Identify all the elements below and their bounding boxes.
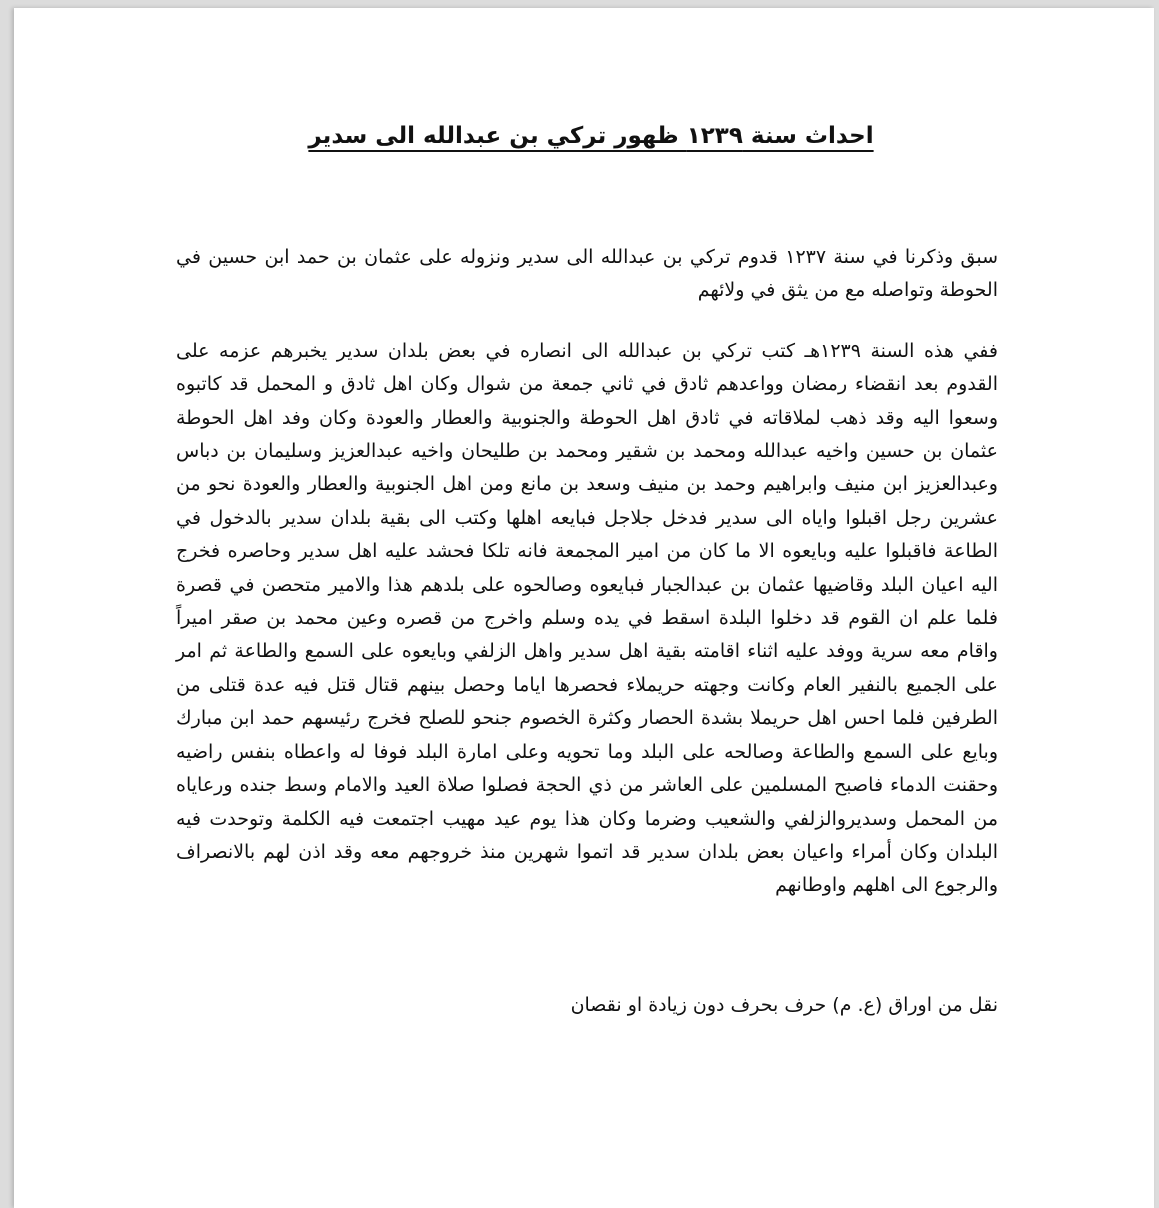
- source-note: نقل من اوراق (ع. م) حرف بحرف دون زيادة او نقصان: [570, 993, 998, 1016]
- main-paragraph: ففي هذه السنة ١٢٣٩هـ كتب تركي بن عبدالله الى انصاره في بعض بلدان سدير يخبرهم عزمه على القدوم بعد انقضاء رمضان وواعدهم ثادق في ثاني جمعة من شوال وكان اهل ثادق و المحمل قد كاتبوه وسعوا اليه وقد ذهب لملاقاته في ثادق اهل الحوطة والجنوبية والعطار والعودة وكان وفد اهل الحوطة عثمان بن حسين واخيه عبدالله ومحمد بن شقير ومحمد بن طليحان واخيه عبدالعزيز وسليمان بن دباس وعبدالعزيز ابن منيف وابراهيم وحمد بن منيف وسعد بن مانع ومن اهل الجنوبية والعطار والعودة نحو من عشرين رجل اقبلوا واياه الى سدير فدخل جلاجل فبايعه اهلها وكتب الى بقية بلدان سدير بالدخول في الطاعة فاقبلوا عليه وبايعوه الا ما كان من امير المجمعة فانه تلكا فحشد عليه اهل سدير وحاصره فخرج اليه اعيان البلد وقاضيها عثمان بن عبدالجبار فبايعوه وصالحوه على بلدهم هذا والامير متحصن في قصرة فلما علم ان القوم قد دخلوا البلدة اسقط في يده وسلم واخرج من قصره وعين محمد بن صقر اميراً واقام معه سرية ووفد عليه اثناء اقامته بقية اهل سدير واهل الزلفي وبايعوه على السمع والطاعة ثم امر على الجميع بالنفير العام وكانت وجهته حريملاء فحصرها اياما وحصل بينهم قتال قتل فيه عدة قتلى من الطرفين فلما احس اهل حريملا بشدة الحصار وكثرة الخصوم جنحو للصلح فخرج رئيسهم حمد ابن مبارك وبايع على السمع والطاعة وصالحه على البلد وما تحويه وعلى امارة البلد فوفا له واعطاه بنفس راضيه وحقنت الدماء فاصبح المسلمين على العاشر من ذي الحجة فصلوا صلاة العيد والامام وسط جنده ورعاياه من المحمل وسديروالزلفي والشعيب وضرما وكان هذا يوم عيد مهيب اجتمعت فيه الكلمة وتوحدت فيه البلدان وكان أمراء واعيان بعض بلدان سدير قد اتموا شهرين منذ خروجهم معه وقد اذن لهم بالانصراف والرجوع الى اهلهم واوطانهم: [176, 339, 998, 897]
- document-title: احداث سنة ١٢٣٩ ظهور تركي بن عبدالله الى سدير: [308, 123, 874, 149]
- document-page: [14, 8, 1154, 1208]
- document-body: [176, 116, 998, 1022]
- intro-paragraph: سبق وذكرنا في سنة ١٢٣٧ قدوم تركي بن عبدالله الى سدير ونزوله على عثمان بن حمد ابن حسين في الحوطة وتواصله مع من يثق في ولائهم: [176, 246, 998, 302]
